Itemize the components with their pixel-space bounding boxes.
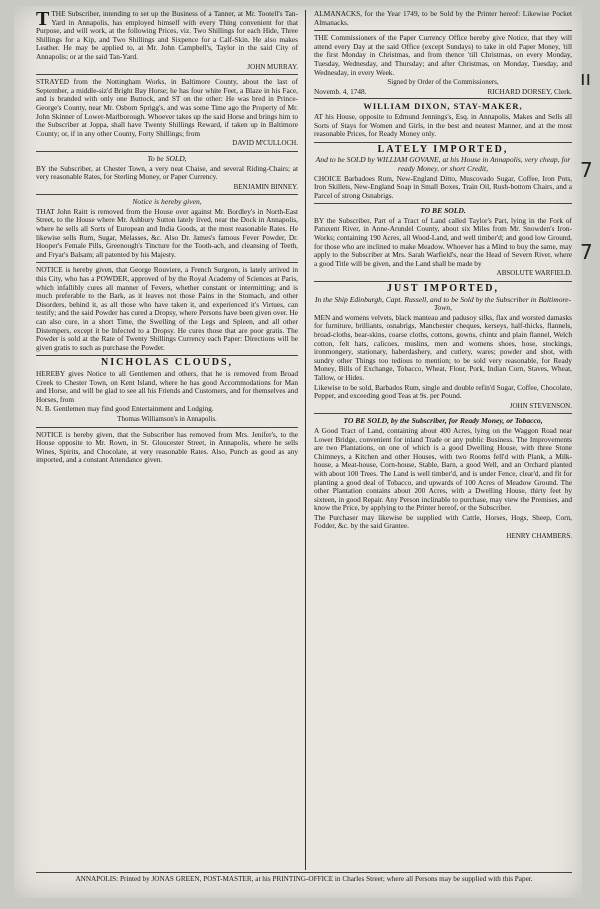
- land-ad: [314, 207, 572, 282]
- clouds-signature: Thomas Williamson's in Annapolis.: [117, 414, 217, 423]
- margin-handwritten-mark: 7: [580, 240, 593, 264]
- tanyard-text: THE Subscriber, intending to set up the Business of a Tanner, at Mr. Tootell's Tan-Yard in Annapolis, has employed himself with every Thing convenient for that Purpose, and will work, at the following Prices, viz. Two Shillings for each Hide, Three Shillings for a Kip, and Two Shillings and Sixpence for a Calf-Skin. He also makes Leather. He may be applied to, at Mr. John Campbell's, Taylor in the said City of Annapolis; or at the said Tan-Yard.: [36, 9, 298, 61]
- dixon-text: AT his House, opposite to Edmund Jennings's, Esq. in Annapolis, Makes and Sells all Sorts of Stays for Women and Girls, in the best and neatest Manner, and at the most reasonable Prices, for Ready Money only.: [314, 111, 572, 139]
- almanacks-text: ALMANACKS, for the Year 1749, to be Sold by the Printer hereof: Likewise Pocket Almanacks.: [314, 9, 572, 27]
- chambers-ad: [314, 417, 572, 543]
- land-text: BY the Subscriber, Part of a Tract of Land called Taylor's Part, lying in the Fork of Patuxent River, in Anne-Arundel County, about six Miles from Mr. Snowden's Iron-Works; containing 190 Acres, all Wood-Land, and well timber'd; and good low Ground, for those who are inclined to make Meadow. Whoever has a Mind to buy the same, may apply to the Subscriber at Mrs. Sarah Warfield's, near the Head of Severn River, where a good Title will be given, and the Land shall be made by: [314, 215, 572, 268]
- raitt-ad: [36, 198, 298, 263]
- strayed-ad: [36, 78, 298, 152]
- raitt-text: THAT John Raitt is removed from the House over against Mr. Bordley's in North-East Street, to the House where Mr. Ashbury Sutton lately lived, near the Dock in Annapolis, where he sells all Sorts of European and India Goods, at the most reasonable Rates. He likewise sells Rum, Sugar, Melasses, &c. Also Dr. James's famous Fever Powder, Dr. Hooper's Female Pills, Greenough's Tincture for the Tooth-ach, and cleansing of Teeth, and Fryar's Balsam; all patented by his Majesty.: [36, 206, 298, 259]
- stevenson-heading: JUST IMPORTED,: [387, 283, 499, 295]
- govane-heading: LATELY IMPORTED,: [377, 143, 509, 155]
- right-column: [314, 10, 572, 547]
- stevenson-closing: Likewise to be sold, Barbados Rum, single and double refin'd Sugar, Coffee, Chocolate, Pepper, and exceeding good Teas at 9s. per Pound.: [314, 382, 572, 401]
- chambers-text: A Good Tract of Land, containing about 400 Acres, lying on the Waggon Road near Lower Bridge, convenient for inland Trade or any public Business. The Improvements are two Plantations, on one of which is a good Dwelling House, with three Stone Chimneys, a Kitchen and other Houses, with two Rooms fell'd with Plank, a Milk-house, a Meat-house, Corn-house, Stable, Barn, a good Well, and an Orchard planted with about 100 Trees. The Land is well timber'd, and is under Fence, clear'd, and fit for planting a good deal of Tobacco, and upwards of 100 Acres of Meadow Ground. The other Plantation contains about 200 Acres, with a Dwelling House, thirty feet by sixteen, in good Repair. Any Person inclinable to purchase, may view the Premises, and know the Price, by applying to the Printer hereof, or the Subscriber.: [314, 425, 572, 513]
- imprint-footer: ANNAPOLIS: Printed by JONAS GREEN, POST-MASTER, at his PRINTING-OFFICE in Charles Street; where all Persons may be supplied with this Paper.: [36, 872, 572, 884]
- almanacks-ad: [314, 10, 572, 31]
- chaise-heading: To be SOLD,: [147, 153, 187, 163]
- chaise-ad: [36, 155, 298, 195]
- govane-text: CHOICE Barbadoes Rum, New-England Ditto, Muscovado Sugar, Coffee, Iron Pots, Iron Skillets, New-England Soap in Small Boxes, Train Oil, Rush-bottom Chairs, and a Parcel of strong Osnabrigs.: [314, 173, 572, 200]
- commissioners-ad: [314, 34, 572, 99]
- dixon-heading: WILLIAM DIXON, STAY-MAKER,: [363, 101, 523, 112]
- left-column: [36, 10, 298, 471]
- clouds-heading: NICHOLAS CLOUDS,: [100, 357, 234, 369]
- land-signature: ABSOLUTE WARFIELD.: [496, 269, 572, 278]
- removal-notice-text: NOTICE is hereby given, that the Subscriber has removed from Mrs. Jenifer's, to the House opposite to Mr. Rown, in St. Gloucester Street, in Annapolis, where he sells Wines, Spirits, and Chocolate, at very reasonable Rates. Also, Punch as good as any imported, and a constant Attendance given.: [36, 429, 298, 465]
- commissioners-text: THE Commissioners of the Paper Currency Office hereby give Notice, that they will attend every Day at the said Office (except Sundays) to take in old Paper Money, 'till the first Monday in Christmas, and from thence 'till Christmas, on every Monday, Tuesday, Wednesday, and Thursday; and after Christmas, on Monday, Tuesday, and Wednesday, in every Week.: [314, 33, 572, 77]
- commissioners-signed-by: Signed by Order of the Commissioners,: [387, 78, 499, 87]
- chambers-heading: TO BE SOLD, by the Subscriber, for Ready Money, or Tobacco,: [343, 416, 543, 426]
- govane-subheading: And to be SOLD by WILLIAM GOVANE, at his House in Annapolis, very cheap, for ready Money, or short Credit,: [315, 155, 571, 173]
- margin-handwritten-mark: 7: [580, 158, 593, 182]
- land-heading: TO BE SOLD.: [420, 206, 466, 216]
- drop-cap: T: [36, 8, 50, 30]
- column-divider: [305, 10, 306, 870]
- stevenson-text: MEN and womens velvets, black manteau and padusoy silks, flax and worsted damasks for furniture, brilliants, osnabrigs, Manchester cheques, kerseys, half-thicks, flannels, broad-cloths, bear-skins, coarse cloths, cottons, gowns, chintz and plain flannel, Welch cotton, felt hats, calicoes, muslins, men and womens shoes, hose, stockings, ironmongery, stationary, haberdashery, and cutlery, wares; powder and shot, with sundry other Things too tedious to mention; to be sold very reasonable, for Ready Money, Bills of Exchange, Tobacco, Wheat, Flour, Pork, Indian Corn, Staves, Wheat, Tallow, or Hides.: [314, 312, 572, 382]
- govane-ad: [314, 143, 572, 205]
- chambers-closing: The Purchaser may likewise be supplied with Cattle, Horses, Hogs, Sheep, Corn, Fodder, &c. by the said Grantee.: [314, 512, 572, 531]
- dixon-ad: [314, 102, 572, 142]
- chaise-text: BY the Subscriber, at Chester Town, a very neat Chaise, and several Riding-Chairs; at very reasonable Rates, for Sterling Money, or Paper Currency.: [36, 163, 298, 182]
- clouds-closing: N. B. Gentlemen may find good Entertainment and Lodging.: [36, 404, 214, 414]
- stevenson-subheading: In the Ship Edinburgh, Capt. Russell, and to be Sold by the Subscriber in Baltimore-Town,: [314, 294, 572, 313]
- stevenson-ad: [314, 285, 572, 414]
- removal-notice-ad: [36, 431, 298, 468]
- commissioners-date: Novemb. 4, 1748.: [314, 86, 367, 96]
- chambers-signature: HENRY CHAMBERS.: [506, 532, 572, 541]
- tanyard-signature: JOHN MURRAY.: [247, 62, 298, 71]
- raitt-heading: Notice is hereby given,: [132, 197, 202, 207]
- stevenson-signature: JOHN STEVENSON.: [509, 401, 572, 410]
- newspaper-page: [14, 6, 582, 898]
- strayed-signature: DAVID M'CULLOCH.: [232, 139, 298, 148]
- strayed-text: STRAYED from the Nottingham Works, in Baltimore County, about the last of September, a middle-siz'd Bright Bay Horse; he has four white Feet, a Blaze in his Face, and is branded with only one Buttock, and ST on the other: He was bred in Prince-George's County, near Mr. Osborn Sprigg's, and was some Time ago the Property of Mr. John Skinner of Lower-Marlborough. Whoever takes up the said Horse and brings him to the Subscriber at Joppa, shall have Twenty Shillings Reward, if taken up in Baltimore County; or, if in any other County, Forty Shillings; from: [36, 77, 298, 138]
- margin-handwritten-mark: ıı: [580, 66, 592, 90]
- rouviere-ad: [36, 266, 298, 356]
- rouviere-text: NOTICE is hereby given, that George Rouviere, a French Surgeon, is lately arrived in this City, who has a POWDER, approved of by the Royal Academy of Sciences at Paris, which infallibly cures all manner of Fevers, whether constant or intermitting; and is much preferable to the Bark, as it leaves not those Pains in the Stomach, and other Disorders, behind it, as all those who have taken it, and experienced it's Virtues, can testify; and the said Powder has cured a Dropsy, where Persons have been given over. He can also cure, in a short Time, the Swelling of the Legs and Spleen, and all other Distempers, except it be Infected to a Dropsy. He cures those that are poor gratis. The Powder is sold at the Rate of Twenty Shillings Currency each Paper: Directions will be given gratis to such as purchase the Powder.: [36, 265, 298, 352]
- clouds-ad: [36, 359, 298, 427]
- commissioners-signature: RICHARD DORSEY, Clerk.: [487, 86, 572, 96]
- chaise-signature: BENJAMIN BINNEY.: [233, 182, 298, 191]
- clouds-text: HEREBY gives Notice to all Gentlemen and others, that he is removed from Broad Creek to Chester Town, on Kent Island, where he has good Accommodations for Man and Horse, and will be glad to see all his Friends and Customers, and for themselves and Horses, from: [36, 368, 298, 404]
- tanyard-ad: [36, 10, 298, 75]
